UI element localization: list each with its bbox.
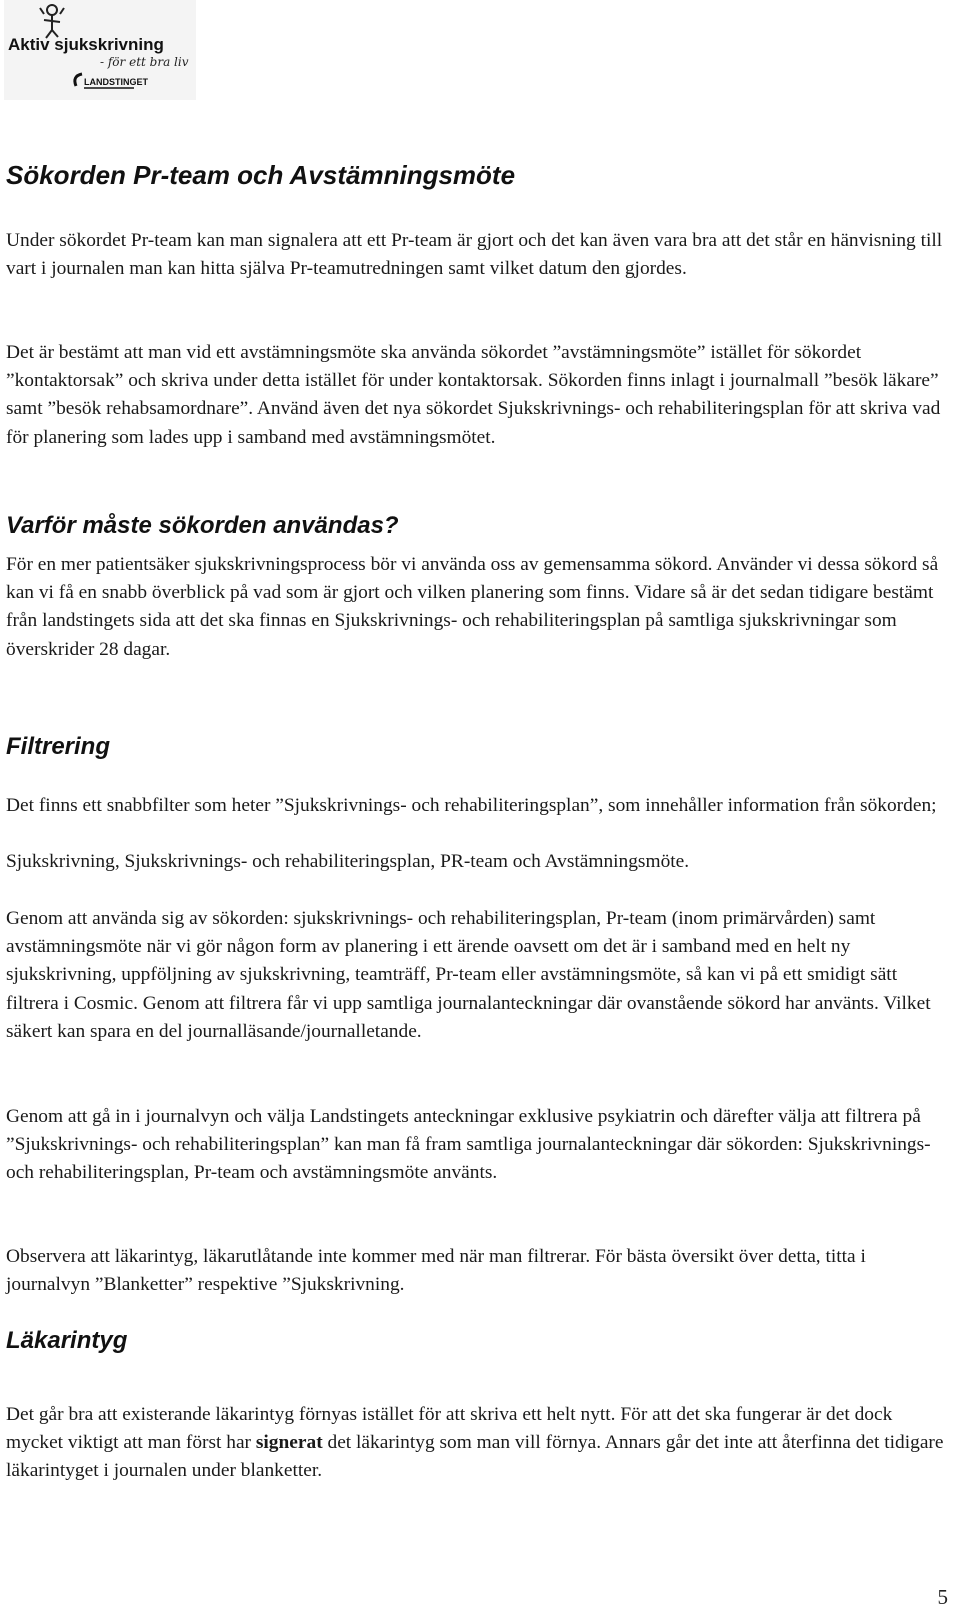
aktiv-sjukskrivning-logo bbox=[4, 0, 196, 100]
heading-sokorden: Sökorden Pr-team och Avstämningsmöte bbox=[6, 160, 516, 190]
paragraph-genom-att-anvanda: Genom att använda sig av sökorden: sjukskrivnings- och rehabiliteringsplan, Pr-team (inom primärvården) samt avstämningsmöte när vi gör någon form av planering i ett ärende oavsett om det är i samband med en helt ny sjukskrivning, uppföljning av sjukskrivning, teamträff, Pr-team eller avstämningsmöte, så kan vi på ett smidigt sätt filtrera i Cosmic. Genom att filtrera får vi upp samtliga journalanteckningar där ovanstående sökord har använts. Vilket säkert kan spara en del journalläsande/journalletande. bbox=[6, 908, 931, 1042]
paragraph-pr-team: Under sökordet Pr-team kan man signalera att ett Pr-team är gjort och det kan även vara bra att det står en hänvisning till vart i journalen man kan hitta själva Pr-teamutredningen samt vilket datum den gjordes. bbox=[6, 230, 943, 280]
paragraph-snabbfilter: Det finns ett snabbfilter som heter ”Sjukskrivnings- och rehabiliteringsplan”, som innehåller information från sökorden; bbox=[6, 795, 937, 816]
heading-varfor: Varför måste sökorden användas? bbox=[6, 512, 399, 539]
paragraph-journalvyn: Genom att gå in i journalvyn och välja Landstingets anteckningar exklusive psykiatrin och därefter välja att filtrera på ”Sjukskrivnings- och rehabiliteringsplan” kan man få fram samtliga journalanteckningar där sökorden: Sjukskrivnings- och rehabiliteringsplan, Pr-team och avstämningsmöte använts. bbox=[6, 1106, 931, 1184]
logo-graphic bbox=[4, 0, 196, 100]
logo-tagline: - för ett bra liv bbox=[100, 55, 189, 69]
logo-org: LANDSTINGET bbox=[84, 77, 148, 87]
paragraph-observera: Observera att läkarintyg, läkarutlåtande inte kommer med när man filtrerar. För bästa översikt över detta, titta i journalvyn ”Blanketter” respektive ”Sjukskrivning. bbox=[6, 1246, 866, 1296]
heading-filtrering: Filtrering bbox=[6, 733, 111, 760]
paragraph-sokord-lista: Sjukskrivning, Sjukskrivnings- och rehabiliteringsplan, PR-team och Avstämningsmöte. bbox=[6, 851, 690, 872]
lakarintyg-text-after: det läkarintyg som man vill förnya. Annars går det inte att återfinna det tidigare läkarintyget i journalen under blanketter. bbox=[6, 1432, 944, 1482]
lakarintyg-text-bold: signerat bbox=[255, 1432, 323, 1454]
logo-title: Aktiv sjukskrivning bbox=[8, 35, 164, 54]
paragraph-avstamningsmote: Det är bestämt att man vid ett avstämningsmöte ska använda sökordet ”avstämningsmöte” istället för sökordet ”kontaktorsak” och skriva under detta istället för under kontaktorsak. Sökorden finns inlagt i journalmall ”besök läkare” samt ”besök rehabsamordnare”. Använd även det nya sökordet Sjukskrivnings- och rehabiliteringsplan för att skriva vad för planering som lades upp i samband med avstämningsmötet. bbox=[6, 342, 941, 448]
paragraph-varfor: För en mer patientsäker sjukskrivningsprocess bör vi använda oss av gemensamma sökord. Använder vi dessa sökord så kan vi få en snabb överblick på vad som är gjort och vilken planering som finns. Vidare så är det sedan tidigare bestämt från landstingets sida att det ska finnas en Sjukskrivnings- och rehabiliteringsplan på samtliga sjukskrivningar som överskrider 28 dagar. bbox=[6, 554, 939, 660]
page-number: 5 bbox=[937, 1585, 948, 1609]
paragraph-lakarintyg bbox=[6, 1401, 950, 1486]
heading-lakarintyg: Läkarintyg bbox=[6, 1327, 128, 1354]
lakarintyg-text-before: Det går bra att existerande läkarintyg förnyas istället för att skriva ett helt nytt. För att det ska fungerar är det dock mycket viktigt att man först har bbox=[6, 1404, 893, 1454]
